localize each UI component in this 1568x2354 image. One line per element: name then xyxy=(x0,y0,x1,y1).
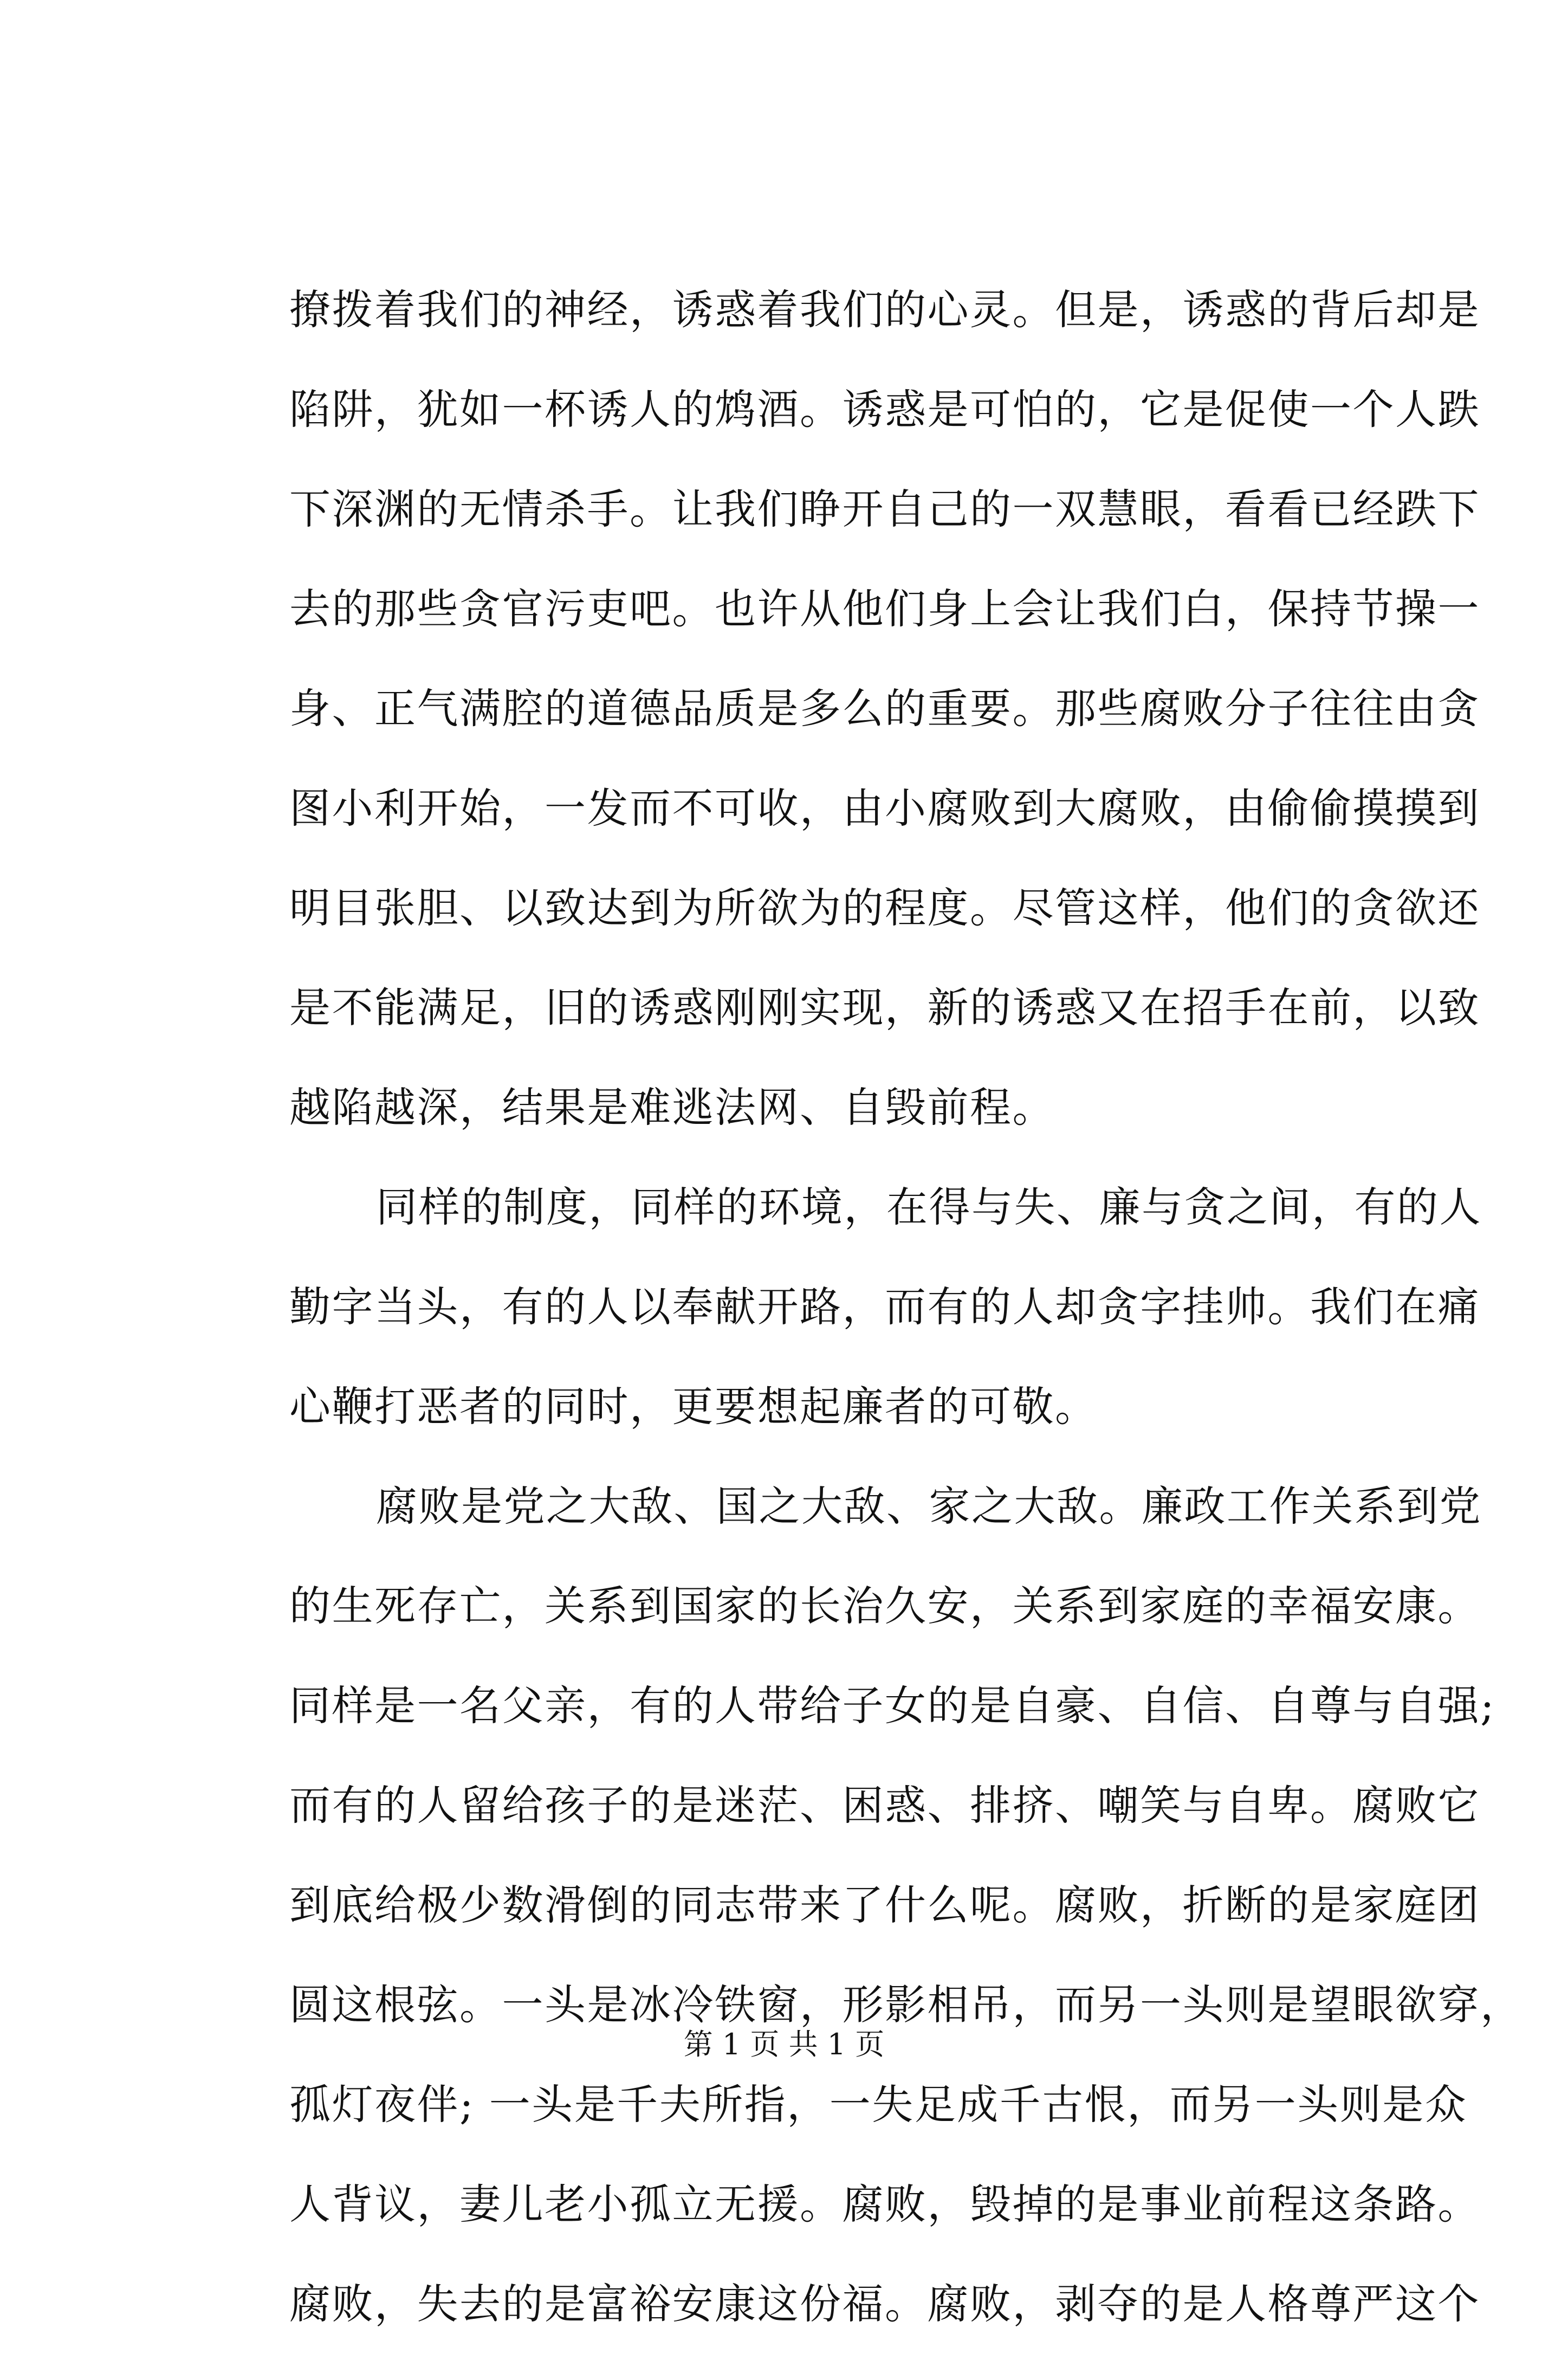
text-line: 图小利开始，一发而不可收，由小腐败到大腐败，由偷偷摸摸到 xyxy=(289,784,1480,832)
text-line: 越陷越深，结果是难逃法网、自毁前程。 xyxy=(289,1083,1055,1131)
text-line: 圆这根弦。一头是冰冷铁窗，形影相吊，而另一头则是望眼欲穿， xyxy=(289,1981,1523,2029)
text-line: 人背议，妻儿老小孤立无援。腐败，毁掉的是事业前程这条路。 xyxy=(289,2180,1480,2228)
text-line: 到底给极少数滑倒的同志带来了什么呢。腐败，折断的是家庭团 xyxy=(289,1881,1480,1929)
text-line: 去的那些贪官污吏吧。也许从他们身上会让我们白，保持节操一 xyxy=(289,585,1480,633)
text-line: 而有的人留给孩子的是迷茫、困惑、排挤、嘲笑与自卑。腐败它 xyxy=(289,1781,1480,1829)
text-line: 同样是一名父亲，有的人带给子女的是自豪、自信、自尊与自强; xyxy=(289,1682,1496,1730)
text-line: 撩拨着我们的神经，诱惑着我们的心灵。但是，诱惑的背后却是 xyxy=(289,286,1480,334)
paragraph xyxy=(289,260,1480,1157)
text-line: 身、正气满腔的道德品质是多么的重要。那些腐败分子往往由贪 xyxy=(289,684,1480,733)
text-line: 陷阱，犹如一杯诱人的鸩酒。诱惑是可怕的，它是促使一个人跌 xyxy=(289,385,1480,434)
text-line: 腐败是党之大敌、国之大敌、家之大敌。廉政工作关系到党 xyxy=(376,1482,1482,1530)
text-line: 下深渊的无情杀手。让我们睁开自己的一双慧眼，看看已经跌下 xyxy=(289,485,1480,533)
text-line: 心鞭打恶者的同时，更要想起廉者的可敬。 xyxy=(289,1382,1098,1431)
page-number-label: 第 1 页 共 1 页 xyxy=(683,2027,885,2061)
text-line: 的生死存亡，关系到国家的长治久安，关系到家庭的幸福安康。 xyxy=(289,1582,1480,1630)
text-line: 同样的制度，同样的环境，在得与失、廉与贪之间，有的人 xyxy=(376,1183,1482,1231)
text-line: 腐败，失去的是富裕安康这份福。腐败，剥夺的是人格尊严这个 xyxy=(289,2280,1480,2328)
text-line: 孤灯夜伴; 一头是千夫所指，一失足成千古恨，而另一头则是众 xyxy=(289,2080,1468,2129)
text-line: 是不能满足，旧的诱惑刚刚实现，新的诱惑又在招手在前，以致 xyxy=(289,984,1480,1032)
text-line: 勤字当头，有的人以奉献开路，而有的人却贪字挂帅。我们在痛 xyxy=(289,1283,1480,1331)
page-footer xyxy=(0,2026,1568,2064)
text-line: 明目张胆、以致达到为所欲为的程度。尽管这样，他们的贪欲还 xyxy=(289,884,1480,932)
paragraph xyxy=(289,1157,1482,1457)
paragraph xyxy=(289,1457,1523,2354)
